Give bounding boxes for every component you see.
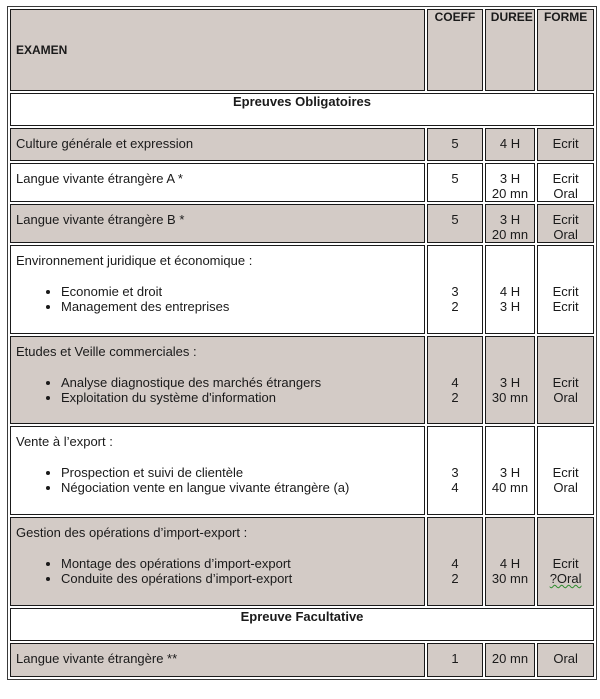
- duree-value: 3 H: [499, 465, 521, 480]
- coeff-value: 5: [427, 128, 483, 161]
- exam-group-cell: [10, 517, 425, 606]
- list-item: • Montage des opérations d’import-export: [61, 556, 419, 571]
- duree-cell: [485, 204, 535, 243]
- forme-value: Ecrit: [552, 375, 579, 390]
- duree-value: 3 H: [499, 375, 521, 390]
- list-item: • Négociation vente en langue vivante étrangère (a): [61, 480, 419, 495]
- forme-value: Oral: [553, 186, 578, 201]
- header-coeff: COEFF: [427, 9, 483, 91]
- exam-label: Langue vivante étrangère A *: [10, 163, 425, 202]
- forme-cell: [537, 245, 594, 334]
- exam-group-cell: [10, 336, 425, 424]
- forme-value: Oral: [553, 227, 578, 242]
- forme-value: Ecrit: [552, 465, 579, 480]
- table-row: [10, 426, 594, 515]
- exam-label: Culture générale et expression: [10, 128, 425, 161]
- list-item: • Conduite des opérations d’import-export: [61, 571, 419, 586]
- duree-value: 20 mn: [491, 186, 529, 201]
- forme-value: Oral: [553, 390, 578, 405]
- coeff-value: 2: [451, 571, 459, 586]
- forme-cell: [537, 517, 594, 606]
- coeff-value: 4: [451, 375, 459, 390]
- exam-label: Environnement juridique et économique :: [16, 253, 253, 268]
- forme-cell: [537, 426, 594, 515]
- table-row: [10, 163, 594, 202]
- coeff-cell: [427, 426, 483, 515]
- header-row: [10, 9, 594, 91]
- duree-value: 4 H: [499, 556, 521, 571]
- forme-value: ?Oral: [549, 571, 582, 586]
- section-row-obligatoires: [10, 93, 594, 126]
- list-item: • Management des entreprises: [61, 299, 419, 314]
- forme-value: Ecrit: [552, 171, 579, 186]
- coeff-cell: [427, 336, 483, 424]
- table-row: [10, 517, 594, 606]
- duree-value: 3 H: [499, 171, 521, 186]
- section-row-facultative: [10, 608, 594, 641]
- coeff-value: 4: [451, 480, 459, 495]
- list-item: • Prospection et suivi de clientèle: [61, 465, 419, 480]
- forme-cell: [537, 163, 594, 202]
- forme-cell: [537, 336, 594, 424]
- forme-value: Ecrit: [552, 556, 579, 571]
- forme-cell: [537, 204, 594, 243]
- header-forme: FORME: [537, 9, 594, 91]
- forme-value: Ecrit: [552, 299, 579, 314]
- duree-cell: [485, 426, 535, 515]
- duree-value: 30 mn: [491, 390, 529, 405]
- exam-label: Gestion des opérations d’import-export :: [16, 525, 248, 540]
- exam-sublist: [16, 284, 419, 314]
- exam-sublist: [16, 556, 419, 586]
- list-item: • Exploitation du système d'information: [61, 390, 419, 405]
- duree-value: 3 H: [499, 299, 521, 314]
- table-row: [10, 128, 594, 161]
- forme-value: Ecrit: [552, 284, 579, 299]
- duree-cell: [485, 517, 535, 606]
- exam-group-cell: [10, 426, 425, 515]
- duree-value: 4 H: [485, 128, 535, 161]
- coeff-value: 2: [451, 299, 459, 314]
- exam-label: Etudes et Veille commerciales :: [16, 344, 197, 359]
- duree-cell: [485, 245, 535, 334]
- duree-value: 40 mn: [491, 480, 529, 495]
- coeff-value: 3: [451, 465, 459, 480]
- section-title: Epreuves Obligatoires: [10, 93, 594, 126]
- coeff-value: 2: [451, 390, 459, 405]
- exam-label: Langue vivante étrangère **: [10, 643, 425, 677]
- exam-sublist: [16, 465, 419, 495]
- duree-value: 20 mn: [491, 227, 529, 242]
- coeff-value: 5: [427, 163, 483, 202]
- header-examen: EXAMEN: [10, 9, 425, 91]
- duree-cell: [485, 163, 535, 202]
- coeff-value: 3: [451, 284, 459, 299]
- table-row: [10, 336, 594, 424]
- table-row: [10, 643, 594, 677]
- coeff-cell: [427, 517, 483, 606]
- coeff-cell: [427, 245, 483, 334]
- exam-group-cell: [10, 245, 425, 334]
- coeff-value: 5: [427, 204, 483, 243]
- table-row: [10, 204, 594, 243]
- table-row: [10, 245, 594, 334]
- exam-label: Langue vivante étrangère B *: [10, 204, 425, 243]
- duree-value: 20 mn: [485, 643, 535, 677]
- coeff-value: 1: [427, 643, 483, 677]
- duree-value: 3 H: [499, 212, 521, 227]
- exam-sublist: [16, 375, 419, 405]
- exam-label: Vente à l’export :: [16, 434, 113, 449]
- exam-table: [7, 6, 597, 680]
- forme-value: Ecrit: [552, 212, 579, 227]
- coeff-value: 4: [451, 556, 459, 571]
- duree-cell: [485, 336, 535, 424]
- duree-value: 30 mn: [491, 571, 529, 586]
- forme-value: Oral: [537, 643, 594, 677]
- forme-value: Ecrit: [537, 128, 594, 161]
- list-item: • Analyse diagnostique des marchés étrangers: [61, 375, 419, 390]
- list-item: • Economie et droit: [61, 284, 419, 299]
- header-duree: DUREE: [485, 9, 535, 91]
- forme-value: Oral: [553, 480, 578, 495]
- duree-value: 4 H: [499, 284, 521, 299]
- section-title: Epreuve Facultative: [10, 608, 594, 641]
